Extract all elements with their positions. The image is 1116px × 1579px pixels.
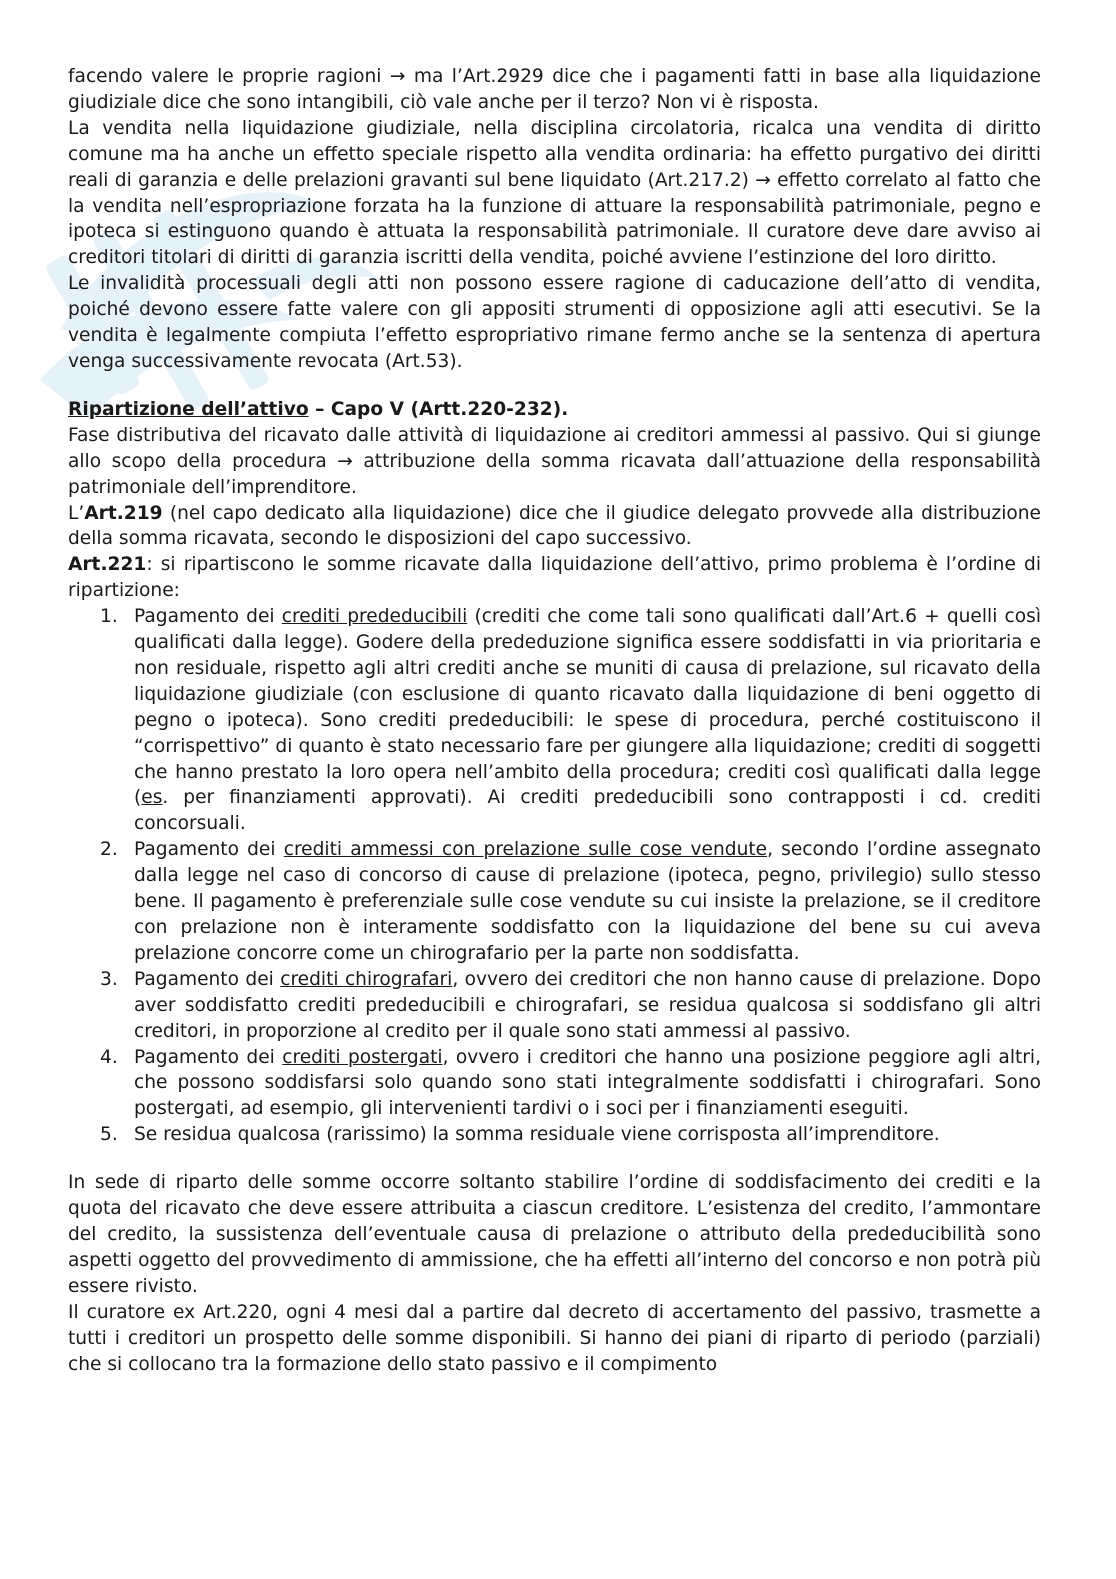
list-item (68, 604, 1041, 837)
arrow-icon: → (389, 66, 406, 87)
list-number: 3. (100, 968, 118, 990)
intro-text: La vendita nella liquidazione giudiziale, nella disciplina circolatoria, ricalca una vendita di diritto comune ma ha anche un effetto speciale rispetto alla vendita ordinaria: ha effetto purgativo dei diritti reali di garanzia e delle prelazioni gravanti sul bene liquidato (Art.217.2) (68, 117, 1041, 191)
closing-paragraph-1: In sede di riparto delle somme occorre soltanto stabilire l’ordine di soddisfacimento dei crediti e la quota del ricavato che deve essere attribuita a ciascun creditore. L’esistenza del credito, l’ammontare del credito, la sussistenza dell’eventuale causa di prelazione o attributo della prededucibilità sono aspetti oggetto del provvedimento di ammissione, che ha effetti all’interno del concorso e non potrà più essere rivisto. (68, 1172, 1041, 1297)
list-keyword: crediti ammessi con prelazione sulle cose vendute (283, 839, 768, 861)
list-text: . per finanziamenti approvati). Ai crediti prededucibili sono contrapposti i cd. crediti concorsuali. (134, 787, 1041, 835)
article-reference: Art.219 (84, 502, 163, 524)
closing-paragraph-2: Il curatore ex Art.220, ogni 4 mesi dal a partire dal decreto di accertamento del passivo, trasmette a tutti i creditori un prospetto delle somme disponibili. Si hanno dei piani di riparto di periodo (parziali) che si collocano tra la formazione dello stato passivo e il compimento (68, 1301, 1041, 1375)
list-text: Pagamento dei (134, 606, 282, 628)
section-paragraph-2 (68, 501, 1041, 553)
list-text: Pagamento dei (134, 839, 284, 861)
list-number: 5. (100, 1124, 118, 1146)
list-keyword: crediti postergati (282, 1046, 443, 1068)
list-number: 4. (100, 1046, 118, 1068)
section-text: (nel capo dedicato alla liquidazione) dice che il giudice delegato provvede alla distribuzione della somma ricavata, secondo le disposizioni del capo successivo. (68, 502, 1041, 550)
section-text: attribuzione della somma ricavata dall’attuazione della responsabilità patrimoniale dell’imprenditore. (68, 450, 1041, 498)
section-text: L’ (68, 502, 85, 524)
list-keyword: crediti chirografari (280, 968, 453, 990)
intro-text: ma l’Art.2929 dice che i pagamenti fatti in base alla liquidazione giudiziale dice che sono intangibili, ciò vale anche per il terzo? Non vi è risposta. (68, 66, 1041, 113)
list-text: , ovvero i creditori che hanno una posizione peggiore agli altri, che possono soddisfarsi solo quando sono stati integralmente soddisfatti i chirografari. Sono postergati, ad esempio, gli intervenienti tardivi o i soci per i finanziamenti eseguiti. (134, 1046, 1041, 1120)
spacer (68, 1148, 1041, 1170)
intro-paragraph-1 (68, 64, 1041, 116)
article-reference: Art.221 (68, 554, 147, 576)
intro-paragraph-3: Le invalidità processuali degli atti non possono essere ragione di caducazione dell’atto di vendita, poiché devono essere fatte valere con gli appositi strumenti di opposizione agli atti esecutivi. Se la vendita è legalmente compiuta l’effetto espropriativo rimane fermo anche se la sentenza di apertura venga successivamente revocata (Art.53). (68, 273, 1041, 372)
arrow-icon: → (755, 169, 771, 191)
section-text: Fase distributiva del ricavato dalle attività di liquidazione ai creditori ammessi al passivo. Qui si giunge allo scopo della procedura (68, 424, 1041, 472)
section-paragraph-3 (68, 552, 1041, 604)
section-heading (68, 397, 1041, 423)
list-item (68, 1045, 1041, 1123)
list-number: 1. (100, 606, 118, 628)
payment-order-list (68, 604, 1041, 1148)
intro-text: effetto correlato al fatto che la vendita nell’espropriazione forzata ha la funzione di attuare la responsabilità patrimoniale, pegno e ipoteca si estinguono quando è attuata la responsabilità patrimoniale. Il curatore deve dare avviso ai creditori titolari di diritti di garanzia iscritti della vendita, poiché avviene l’estinzione del loro diritto. (68, 169, 1041, 269)
section-text: : si ripartiscono le somme ricavate dalla liquidazione dell’attivo, primo problema è l’ordine di ripartizione: (68, 554, 1041, 602)
list-text: Se residua qualcosa (rarissimo) la somma residuale viene corrisposta all’imprenditore. (134, 1124, 940, 1146)
list-text: Pagamento dei (134, 968, 281, 990)
list-text: , secondo l’ordine assegnato dalla legge nel caso di concorso di cause di prelazione (ipoteca, pegno, privilegio) sullo stesso bene. Il pagamento è preferenziale sulle cose vendute su cui insiste la prelazione, se il creditore con prelazione non è interamente soddisfatto con la liquidazione del bene su cui aveva prelazione concorre come un chirografario per la parte non soddisfatta. (134, 839, 1042, 964)
intro-paragraph-2 (68, 116, 1041, 271)
list-text: , ovvero dei creditori che non hanno cause di prelazione. Dopo aver soddisfatto crediti prededucibili e chirografari, se residua qualcosa si soddisfano gli altri creditori, in proporzione al credito per il quale sono stati ammessi al passivo. (134, 968, 1041, 1042)
list-item (68, 1122, 1041, 1148)
list-text: Pagamento dei (134, 1046, 283, 1068)
arrow-icon: → (337, 450, 353, 472)
list-keyword: crediti prededucibili (281, 606, 468, 628)
document-page (68, 64, 1041, 1377)
list-item (68, 837, 1041, 967)
list-keyword: es (141, 787, 163, 809)
section-paragraph-1 (68, 423, 1041, 501)
list-item (68, 967, 1041, 1045)
spacer (68, 375, 1041, 397)
list-text: (crediti che come tali sono qualificati dall’Art.6 + quelli così qualificati dalla legge). Godere della prededuzione significa essere soddisfatti in via prioritaria e non residuale, rispetto agli altri crediti anche se muniti di causa di prelazione, sul ricavato della liquidazione giudiziale (con esclusione di quanto ricavato dalla liquidazione di beni oggetto di pegno o ipoteca). Sono crediti prededucibili: le spese di procedura, perché costituiscono il “corrispettivo” di quanto è stato necessario fare per giungere alla liquidazione; crediti di soggetti che hanno prestato la loro opera nell’ambito della procedura; crediti così qualificati dalla legge ( (134, 606, 1042, 809)
list-number: 2. (100, 839, 118, 861)
section-heading-title: Ripartizione dell’attivo (68, 398, 309, 420)
intro-text: facendo valere le proprie ragioni (68, 66, 390, 87)
section-heading-subtitle: – Capo V (Artt.220-232). (308, 398, 569, 420)
